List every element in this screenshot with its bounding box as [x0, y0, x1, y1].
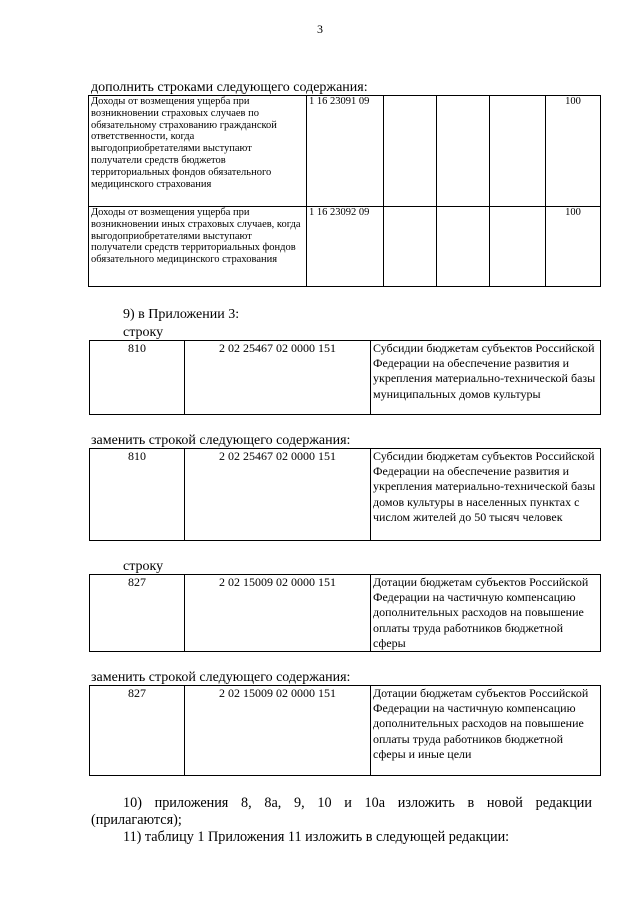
income-name: Дотации бюджетам субъектов Российской Федерации на частичную компенсацию дополнительных расходов на повышение оплаты труда работников бюджетной сферы и иные цели	[371, 686, 601, 776]
budget-code: 2 02 25467 02 0000 151	[185, 341, 371, 415]
admin-code: 810	[90, 449, 185, 541]
income-name: Субсидии бюджетам субъектов Российской Федерации на обеспечение развития и укрепления материально-технической базы муниципальных домов культуры	[371, 341, 601, 415]
table-row	[89, 207, 601, 287]
table-row	[90, 449, 601, 541]
budget-code: 2 02 15009 02 0000 151	[185, 686, 371, 776]
stroku-label: строку	[123, 325, 164, 340]
budget-code: 2 02 15009 02 0000 151	[185, 575, 371, 652]
row-cell	[437, 96, 490, 207]
item-9-heading: 9) в Приложении 3:	[123, 307, 240, 322]
page-number: 3	[317, 22, 323, 36]
admin-code: 827	[90, 575, 185, 652]
table-row	[90, 341, 601, 415]
row-code: 1 16 23091 09	[307, 96, 384, 207]
item-10-line-2: (прилагаются);	[91, 812, 182, 828]
row-cell	[437, 207, 490, 287]
insert-rows-table	[88, 95, 601, 287]
row-value: 100	[546, 207, 601, 287]
admin-code: 827	[90, 686, 185, 776]
row-cell	[490, 207, 546, 287]
intro-text: дополнить строками следующего содержания:	[91, 80, 368, 95]
old-row-810-table	[89, 340, 601, 415]
row-cell	[384, 96, 437, 207]
replace-text: заменить строкой следующего содержания:	[91, 670, 351, 685]
budget-code: 2 02 25467 02 0000 151	[185, 449, 371, 541]
new-row-810-table	[89, 448, 601, 541]
table-row	[89, 96, 601, 207]
item-11-text: 11) таблицу 1 Приложения 11 изложить в следующей редакции:	[123, 829, 510, 845]
row-cell	[490, 96, 546, 207]
row-code: 1 16 23092 09	[307, 207, 384, 287]
row-description: Доходы от возмещения ущерба при возникновении страховых случаев по обязательному страхованию гражданской ответственности, когда выгодоприобретателями выступают получатели средств бюджетов территориальных фондов обязательного медицинского страхования	[89, 96, 307, 207]
table-row	[90, 686, 601, 776]
row-value: 100	[546, 96, 601, 207]
old-row-827-table	[89, 574, 601, 652]
income-name: Субсидии бюджетам субъектов Российской Федерации на обеспечение развития и укрепления материально-технической базы домов культуры в населенных пунктах с числом жителей до 50 тысяч человек	[371, 449, 601, 541]
new-row-827-table	[89, 685, 601, 776]
admin-code: 810	[90, 341, 185, 415]
replace-text: заменить строкой следующего содержания:	[91, 433, 351, 448]
row-description: Доходы от возмещения ущерба при возникновении иных страховых случаев, когда выгодоприобретателями выступают получатели средств территориальных фондов обязательного медицинского страхования	[89, 207, 307, 287]
row-cell	[384, 207, 437, 287]
item-10-line-1: 10) приложения 8, 8а, 9, 10 и 10а изложить в новой редакции	[123, 795, 592, 811]
table-row	[90, 575, 601, 652]
stroku-label: строку	[123, 559, 164, 574]
income-name: Дотации бюджетам субъектов Российской Федерации на частичную компенсацию дополнительных расходов на повышение оплаты труда работников бюджетной сферы	[371, 575, 601, 652]
